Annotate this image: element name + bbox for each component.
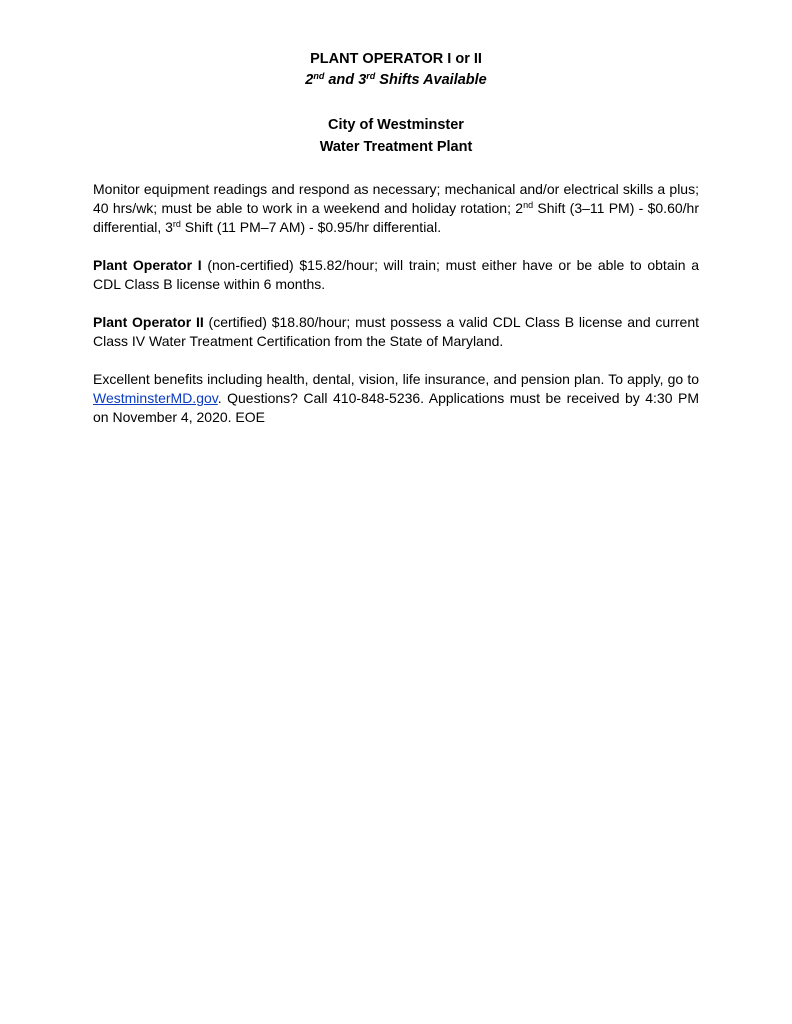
shifts-available: Shifts Available	[375, 72, 487, 88]
shift-number-3: 3	[358, 72, 367, 88]
westminster-website-link[interactable]: WestminsterMD.gov	[93, 390, 218, 406]
operator-2-label: Plant Operator II	[93, 314, 204, 330]
shift-suffix-rd: rd	[366, 71, 376, 81]
benefits-paragraph: Excellent benefits including health, dental, vision, life insurance, and pension plan. To apply, go to WestminsterMD.gov. Questions? Call 410-848-5236. Applications must be received by 4:30 PM on November 4, 2020. EOE	[93, 371, 699, 425]
shift-and: and	[324, 72, 359, 88]
shifts-subtitle	[93, 70, 699, 90]
operator-2-paragraph: Plant Operator II (certified) $18.80/hour; must possess a valid CDL Class B license and current Class IV Water Treatment Certification from the State of Maryland.	[93, 314, 699, 349]
org-name: City of Westminster	[328, 117, 464, 133]
operator-1-paragraph: Plant Operator I (non-certified) $15.82/hour; will train; must either have or be able to obtain a CDL Class B license within 6 months.	[93, 257, 699, 292]
shift-number-2: 2	[305, 72, 314, 88]
operator-1-label: Plant Operator I	[93, 257, 202, 273]
job-description-paragraph: Monitor equipment readings and respond as necessary; mechanical and/or electrical skills a plus; 40 hrs/wk; must be able to work in a weekend and holiday rotation; 2nd Shift (3–11 PM) - $0.60/hr differential, 3rd Shift (11 PM–7 AM) - $0.95/hr differential.	[93, 181, 699, 235]
job-title: PLANT OPERATOR I or II	[310, 51, 482, 67]
shift-suffix-nd: nd	[313, 71, 325, 81]
org-department: Water Treatment Plant	[319, 139, 473, 155]
